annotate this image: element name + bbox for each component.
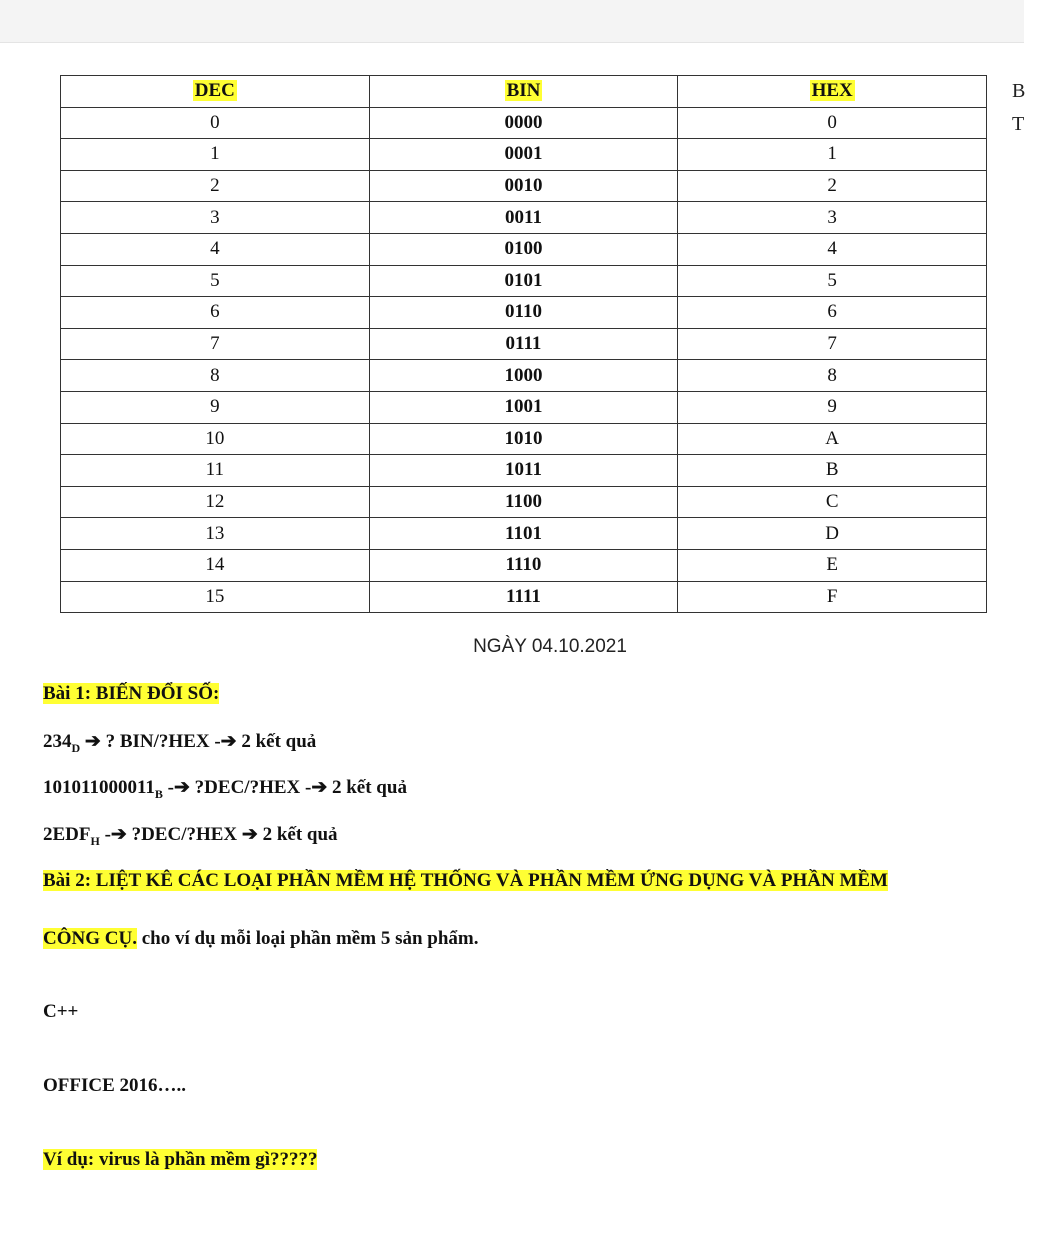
dec-cell: 0 <box>61 107 370 139</box>
hex-cell: 5 <box>678 265 987 297</box>
header-hex: HEX <box>678 76 987 108</box>
table-row <box>61 170 987 202</box>
hex-cell: B <box>678 455 987 487</box>
dec-cell: 5 <box>61 265 370 297</box>
table-row <box>61 233 987 265</box>
dec-cell: 10 <box>61 423 370 455</box>
dec-cell: 15 <box>61 581 370 613</box>
hex-cell: A <box>678 423 987 455</box>
edge-letter-b: B <box>1012 80 1026 102</box>
table-row <box>61 518 987 550</box>
bin-cell: 1100 <box>369 486 678 518</box>
hex-cell: 6 <box>678 297 987 329</box>
dec-cell: 3 <box>61 202 370 234</box>
bin-cell: 1000 <box>369 360 678 392</box>
bin-cell: 0111 <box>369 328 678 360</box>
bin-cell: 0010 <box>369 170 678 202</box>
bin-cell: 1111 <box>369 581 678 613</box>
header-dec: DEC <box>61 76 370 108</box>
edge-letter-t: T <box>1012 113 1025 135</box>
exercise-1-item-3: $2EDF_H$ -➔ ?DEC/?HEX ➔ 2 kết quả <box>43 824 338 848</box>
bin-cell: 0110 <box>369 297 678 329</box>
table-row <box>61 202 987 234</box>
dec-cell: 14 <box>61 549 370 581</box>
table-row <box>61 581 987 613</box>
exercise-2-subtitle: CÔNG CỤ. cho ví dụ mỗi loại phần mềm 5 sản phẩm. <box>43 928 479 949</box>
note-cpp: C++ <box>43 1001 79 1022</box>
exercise-1-title: Bài 1: BIẾN ĐỔI SỐ: <box>43 683 220 704</box>
dec-cell: 1 <box>61 139 370 171</box>
dec-cell: 2 <box>61 170 370 202</box>
hex-cell: 9 <box>678 391 987 423</box>
table-row <box>61 391 987 423</box>
hex-cell: F <box>678 581 987 613</box>
table-row <box>61 360 987 392</box>
note-office: OFFICE 2016….. <box>43 1075 187 1096</box>
header-bin: BIN <box>369 76 678 108</box>
bin-cell: 0011 <box>369 202 678 234</box>
date-caption: NGÀY 04.10.2021 <box>473 636 627 657</box>
bin-cell: 0000 <box>369 107 678 139</box>
dec-cell: 8 <box>61 360 370 392</box>
exercise-1-item-1: $234_D$ ➔ ? BIN/?HEX -➔ 2 kết quả <box>43 731 317 755</box>
table-row <box>61 297 987 329</box>
hex-cell: D <box>678 518 987 550</box>
note-virus: Ví dụ: virus là phần mềm gì????? <box>43 1149 318 1170</box>
bin-cell: 0101 <box>369 265 678 297</box>
top-bar <box>0 0 1024 43</box>
bin-cell: 0001 <box>369 139 678 171</box>
hex-cell: 0 <box>678 107 987 139</box>
dec-cell: 11 <box>61 455 370 487</box>
dec-cell: 9 <box>61 391 370 423</box>
table-row <box>61 455 987 487</box>
dec-cell: 12 <box>61 486 370 518</box>
bin-cell: 0100 <box>369 233 678 265</box>
table-row <box>61 328 987 360</box>
hex-cell: 8 <box>678 360 987 392</box>
hex-cell: 3 <box>678 202 987 234</box>
hex-cell: 4 <box>678 233 987 265</box>
bin-cell: 1011 <box>369 455 678 487</box>
bin-cell: 1110 <box>369 549 678 581</box>
dec-cell: 6 <box>61 297 370 329</box>
table-row <box>61 265 987 297</box>
table-row <box>61 107 987 139</box>
dec-cell: 4 <box>61 233 370 265</box>
table-body <box>61 107 987 613</box>
hex-cell: 7 <box>678 328 987 360</box>
exercise-2-title: Bài 2: LIỆT KÊ CÁC LOẠI PHẦN MỀM HỆ THỐNG VÀ PHẦN MỀM ỨNG DỤNG VÀ PHẦN MỀM <box>43 870 888 891</box>
hex-cell: 1 <box>678 139 987 171</box>
hex-cell: E <box>678 549 987 581</box>
exercise-1-item-2: $101011000011_B$ -➔ ?DEC/?HEX -➔ 2 kết quả <box>43 777 407 801</box>
bin-cell: 1010 <box>369 423 678 455</box>
table-row <box>61 549 987 581</box>
dec-cell: 7 <box>61 328 370 360</box>
hex-cell: 2 <box>678 170 987 202</box>
hex-cell: C <box>678 486 987 518</box>
bin-cell: 1101 <box>369 518 678 550</box>
bin-cell: 1001 <box>369 391 678 423</box>
table-row <box>61 486 987 518</box>
conversion-table <box>60 75 987 613</box>
table-row <box>61 139 987 171</box>
dec-cell: 13 <box>61 518 370 550</box>
table-row <box>61 423 987 455</box>
table-header-row <box>61 76 987 108</box>
